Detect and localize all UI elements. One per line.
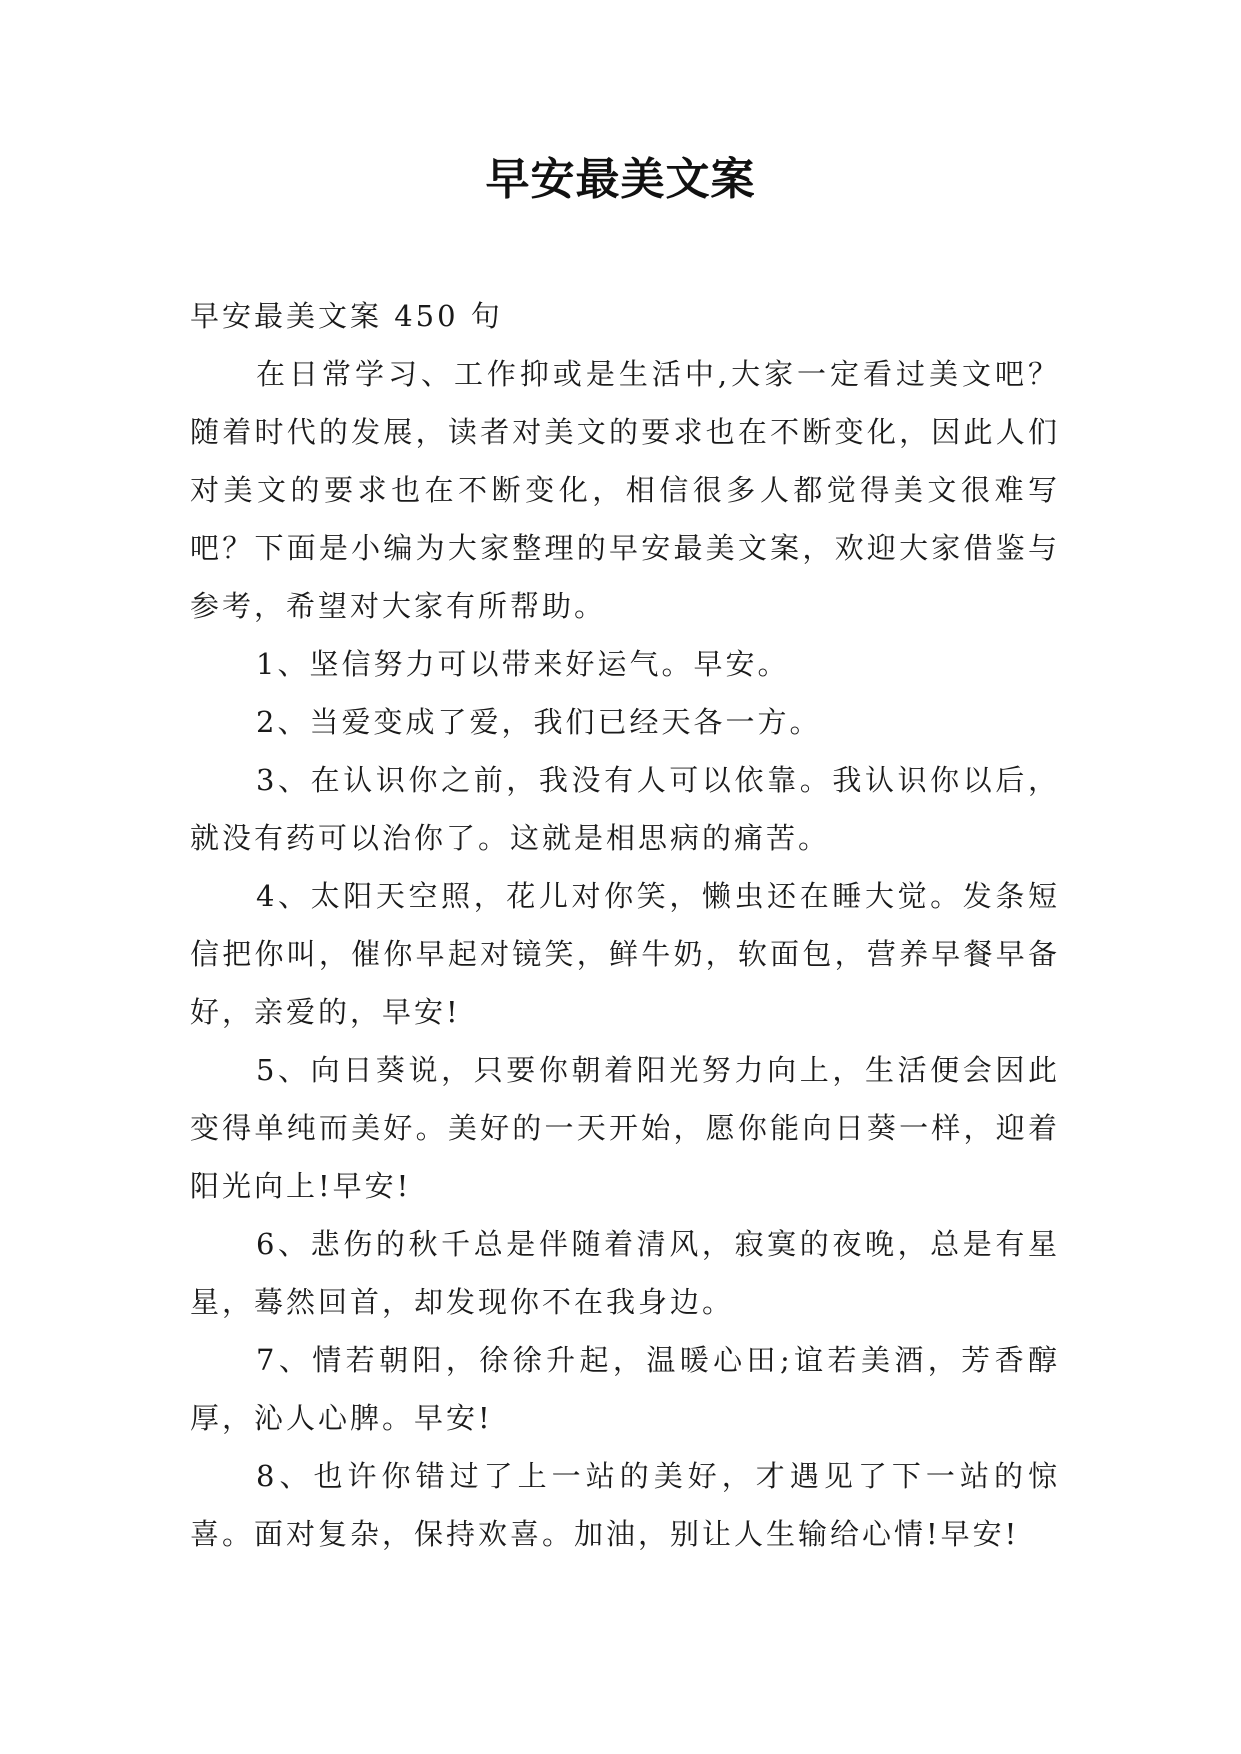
list-item: 2、当爱变成了爱，我们已经天各一方。: [256, 705, 822, 739]
list-item: 7、情若朝阳，徐徐升起，温暖心田;谊若美酒，芳香醇厚，沁人心脾。早安!: [190, 1343, 1060, 1435]
list-item: 4、太阳天空照，花儿对你笑，懒虫还在睡大觉。发条短信把你叫，催你早起对镜笑，鲜牛奶，软面包，营养早餐早备好，亲爱的，早安!: [190, 879, 1060, 1029]
list-item: 8、也许你错过了上一站的美好，才遇见了下一站的惊喜。面对复杂，保持欢喜。加油，别让人生输给心情!早安!: [190, 1459, 1060, 1551]
list-item: 6、悲伤的秋千总是伴随着清风，寂寞的夜晚，总是有星星，蓦然回首，却发现你不在我身边。: [190, 1227, 1060, 1319]
document-subtitle: 早安最美文案 450 句: [190, 299, 503, 333]
page-title: 早安最美文案: [485, 154, 756, 205]
list-item: 3、在认识你之前，我没有人可以依靠。我认识你以后，就没有药可以治你了。这就是相思病的痛苦。: [190, 763, 1060, 855]
list-item: 5、向日葵说，只要你朝着阳光努力向上，生活便会因此变得单纯而美好。美好的一天开始，愿你能向日葵一样，迎着阳光向上!早安!: [190, 1053, 1060, 1203]
intro-paragraph: 在日常学习、工作抑或是生活中,大家一定看过美文吧？随着时代的发展，读者对美文的要求也在不断变化，因此人们对美文的要求也在不断变化，相信很多人都觉得美文很难写吧？下面是小编为大家整理的早安最美文案，欢迎大家借鉴与参考，希望对大家有所帮助。: [190, 357, 1060, 623]
list-item: 1、坚信努力可以带来好运气。早安。: [256, 647, 790, 681]
document-body: [190, 287, 1060, 1563]
